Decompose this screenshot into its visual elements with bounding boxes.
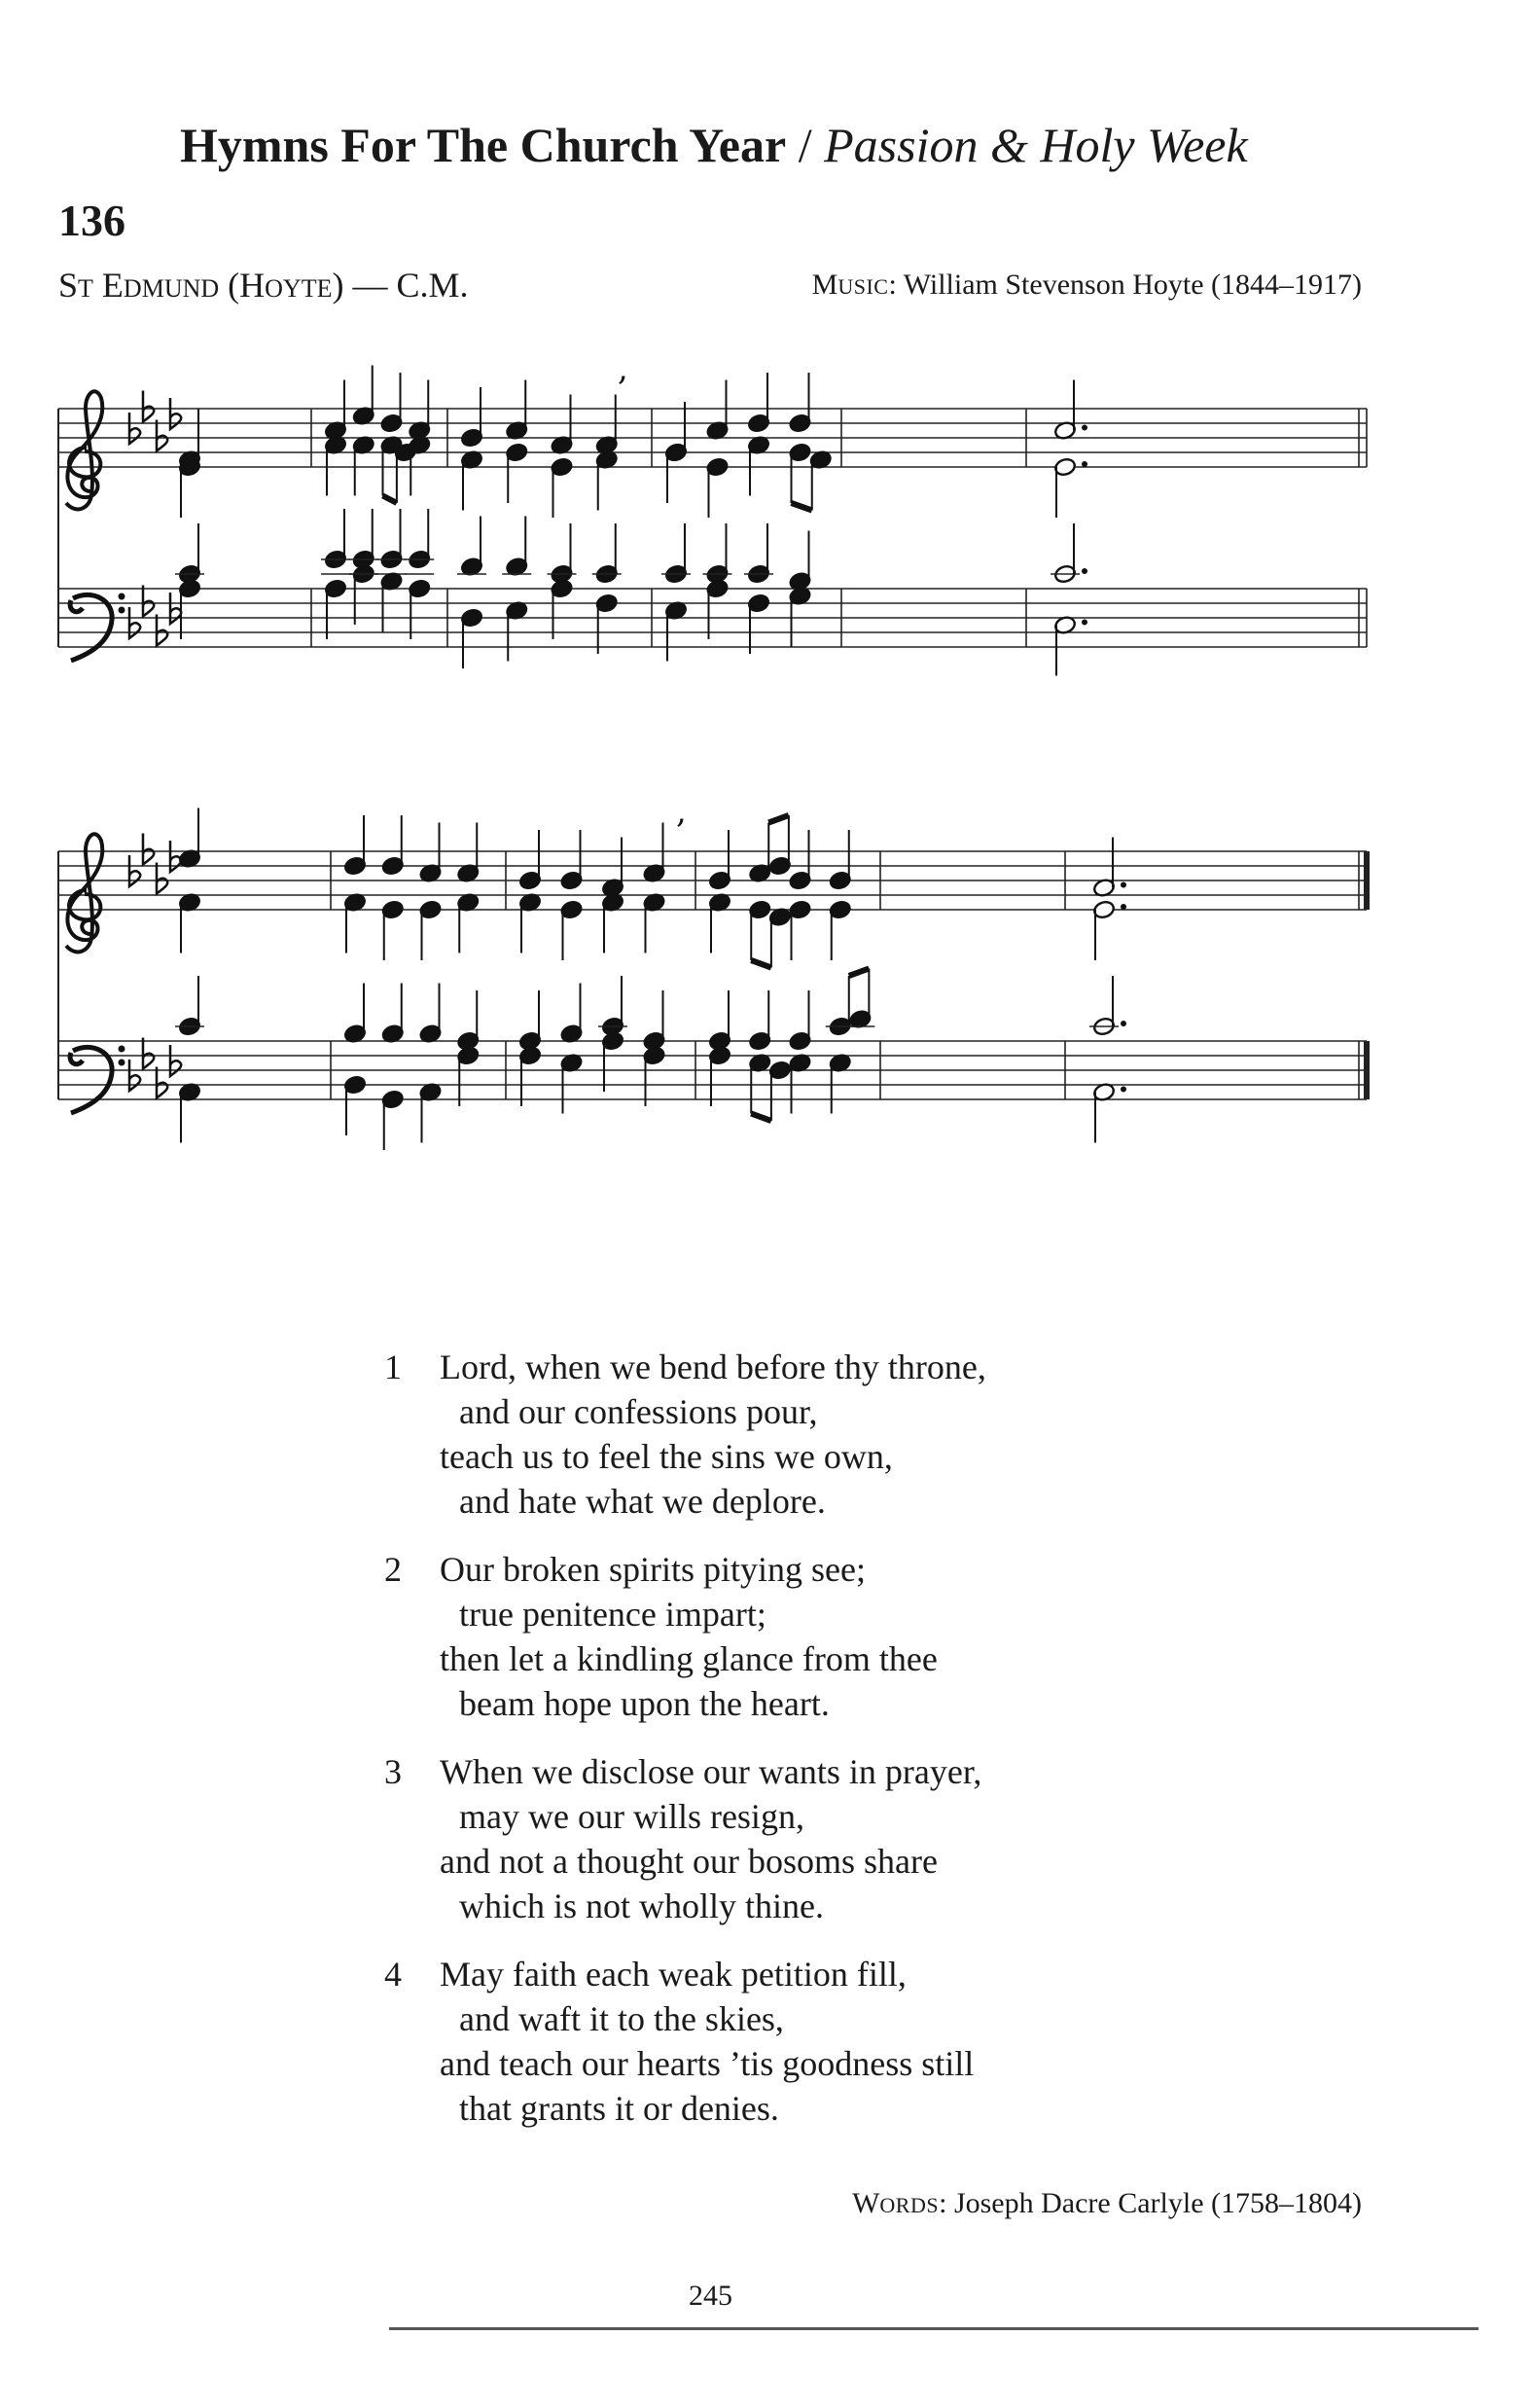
beam [751,1114,771,1122]
verse-line: Lord, when we bend before thy throne, [440,1348,986,1386]
verse-line: may we our wills resign, [459,1797,804,1836]
key-flat-icon [143,1038,154,1069]
verse-line: then let a kindling glance from thee [440,1639,938,1678]
bass-clef-dot [119,1046,125,1053]
verse-line: Our broken spirits pitying see; [440,1550,866,1589]
verse [384,1345,986,1524]
verse-line: teach us to feel the sins we own, [440,1437,893,1476]
note-dot [1121,1087,1126,1093]
note-dot [1121,1021,1126,1026]
key-flat-icon [129,413,140,444]
verse-number: 2 [384,1550,402,1589]
key-flat-icon [170,593,181,624]
note-dot [1082,620,1087,626]
verse [384,1547,986,1726]
page-number: 245 [689,2280,732,2312]
bass-clef-dot [119,607,125,614]
music-score-system-2 [53,792,1376,1206]
key-flat-icon [129,1060,140,1091]
breath-mark: , [618,349,628,388]
note-dot [1082,425,1087,431]
verse-line: May faith each weak petition fill, [440,1955,907,1994]
verse-number: 1 [384,1348,402,1386]
beam [751,960,771,968]
verse-line: and not a thought our bosoms share [440,1842,938,1881]
key-flat-icon [157,1067,167,1098]
key-flat-icon [143,586,154,617]
verse-line: that grants it or denies. [459,2089,779,2128]
section-title: Passion & Holy Week [824,118,1248,172]
beam [792,503,812,511]
music-score-system-1 [53,349,1376,730]
tune-name: ST EDMUND (HOYTE) — C.M. [58,266,469,305]
key-flat-icon [143,391,154,422]
bass-clef-dot [119,1060,125,1066]
verse-line: and hate what we deplore. [459,1482,826,1521]
note-dot [1121,904,1126,910]
key-flat-icon [170,1045,181,1076]
key-flat-icon [129,607,140,638]
book-title: Hymns For The Church Year [180,118,787,172]
breath-mark: , [676,792,687,831]
beam [768,815,789,823]
verse-line: true penitence impart; [459,1595,766,1634]
beam [383,496,397,504]
verse-line: and teach our hearts ’tis goodness still [440,2044,975,2083]
words-credit: WORDS: Joseph Dacre Carlyle (1758–1804) [852,2187,1362,2219]
verse-line: and our confessions pour, [459,1392,818,1431]
page-header [180,117,1248,173]
verse-line: and waft it to the skies, [459,1999,784,2038]
score-svg-1 [53,349,1376,730]
verse [384,1952,986,2131]
bottom-rule [389,2327,1479,2330]
verse-line: beam hope upon the heart. [459,1684,830,1723]
key-flat-icon [157,420,167,451]
verse-number: 4 [384,1955,402,1994]
music-credit: MUSIC: William Stevenson Hoyte (1844–1917) [811,269,1362,301]
verse-line: When we disclose our wants in prayer, [440,1752,982,1791]
verse-number: 3 [384,1752,402,1791]
key-flat-icon [170,398,181,429]
key-flat-icon [157,863,167,894]
bass-clef-dot [119,593,125,600]
note-dot [1082,568,1087,574]
score-svg-2 [53,792,1376,1206]
bass-clef-icon [70,1047,112,1113]
bass-clef-icon [70,594,112,661]
beam [849,969,870,977]
hymn-verses [384,1345,986,2154]
header-separator: / [786,118,825,172]
note-dot [1082,461,1087,467]
verse [384,1749,986,1928]
key-flat-icon [157,615,167,646]
verse-line: which is not wholly thine. [459,1887,824,1925]
note-dot [1121,882,1126,888]
hymn-number: 136 [58,196,125,245]
key-flat-icon [170,841,181,872]
key-flat-icon [129,855,140,886]
key-flat-icon [143,834,154,865]
